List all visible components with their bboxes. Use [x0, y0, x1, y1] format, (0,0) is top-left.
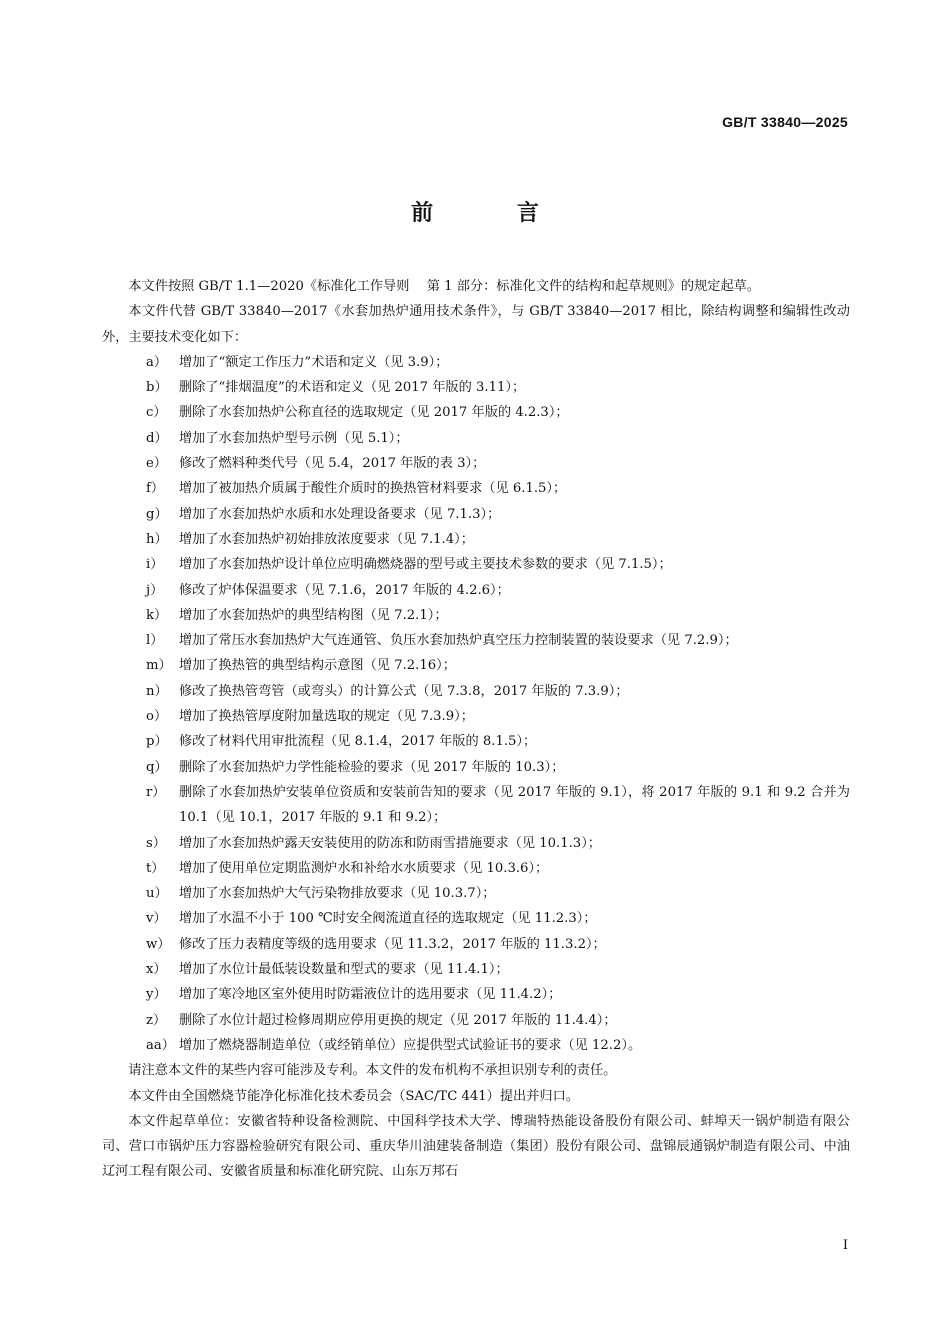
list-item-label: g）: [146, 506, 168, 522]
list-item: [102, 881, 850, 906]
list-item-label: w）: [146, 936, 171, 952]
list-item: [102, 679, 850, 704]
list-item: [102, 957, 850, 982]
list-item: [102, 603, 850, 628]
list-item-label: x）: [146, 962, 167, 978]
list-item-text: 增加了水温不小于 100 ℃时安全阀流道直径的选取规定（见 11.2.3）；: [179, 911, 597, 927]
list-item-text: 增加了水套加热炉露天安装使用的防冻和防雨雪措施要求（见 10.1.3）；: [179, 835, 601, 851]
list-item-text: 修改了材料代用审批流程（见 8.1.4，2017 年版的 8.1.5）；: [179, 734, 537, 750]
list-item-text: 修改了炉体保温要求（见 7.1.6，2017 年版的 4.2.6）；: [179, 582, 510, 598]
paragraph-committee: 本文件由全国燃烧节能净化标准化技术委员会（SAC/TC 441）提出并归口。: [128, 1088, 579, 1104]
list-item-label: d）: [146, 430, 168, 446]
list-item-text: 修改了压力表精度等级的选用要求（见 11.3.2，2017 年版的 11.3.2）；: [179, 936, 606, 952]
list-item-text: 删除了水套加热炉公称直径的选取规定（见 2017 年版的 4.2.3）；: [179, 405, 569, 421]
list-item: [102, 1008, 850, 1033]
list-item: [102, 982, 850, 1007]
list-item-text: 增加了水套加热炉设计单位应明确燃烧器的型号或主要技术参数的要求（见 7.1.5）；: [179, 557, 672, 573]
paragraph-drafting-units: 本文件起草单位：安徽省特种设备检测院、中国科学技术大学、博瑞特热能设备股份有限公司、蚌埠天一锅炉制造有限公司、营口市锅炉压力容器检验研究有限公司、重庆华川油建装备制造（集团）股份有限公司、盘锦辰通锅炉制造有限公司、中油辽河工程有限公司、安徽省质量和标准化研究院、山东万邦石: [102, 1113, 850, 1180]
list-item-label: a）: [146, 354, 168, 370]
list-item: [102, 426, 850, 451]
list-item-label: m）: [146, 658, 172, 674]
document-body: [102, 274, 850, 1185]
list-item-text: 增加了水位计最低装设数量和型式的要求（见 11.4.1）；: [179, 962, 509, 978]
list-item-label: h）: [146, 531, 168, 547]
list-item-text: 增加了被加热介质属于酸性介质时的换热管材料要求（见 6.1.5）；: [179, 481, 567, 497]
list-item: [102, 653, 850, 678]
list-item-text: 增加了“额定工作压力”术语和定义（见 3.9）；: [179, 354, 449, 370]
list-item: [102, 375, 850, 400]
paragraph-patent-notice: 请注意本文件的某些内容可能涉及专利。本文件的发布机构不承担识别专利的责任。: [128, 1063, 617, 1079]
list-item-label: aa）: [146, 1037, 175, 1053]
list-item: [102, 476, 850, 501]
list-item-label: n）: [146, 683, 168, 699]
list-item: [102, 1033, 850, 1058]
list-item-label: l）: [146, 633, 164, 649]
list-item-label: b）: [146, 380, 168, 396]
paragraph-drafting-rule: 本文件按照 GB/T 1.1—2020《标准化工作导则 第 1 部分：标准化文件的结构和起草规则》的规定起草。: [128, 279, 761, 294]
standard-code: GB/T 33840—2025: [722, 114, 848, 130]
list-item: [102, 755, 850, 780]
list-item-text: 增加了水套加热炉水质和水处理设备要求（见 7.1.3）；: [179, 506, 501, 522]
list-item: [102, 502, 850, 527]
list-item-text: 增加了燃烧器制造单位（或经销单位）应提供型式试验证书的要求（见 12.2）。: [179, 1037, 642, 1053]
list-item-text: 增加了水套加热炉大气污染物排放要求（见 10.3.7）；: [179, 886, 496, 902]
list-item-label: q）: [146, 759, 168, 775]
list-item-label: v）: [146, 911, 167, 927]
list-item-text: 增加了水套加热炉的典型结构图（见 7.2.1）；: [179, 607, 448, 623]
paragraph-replacement: 本文件代替 GB/T 33840—2017《水套加热炉通用技术条件》，与 GB/T 33840—2017 相比，除结构调整和编辑性改动外，主要技术变化如下：: [102, 304, 850, 345]
list-item-label: o）: [146, 709, 168, 725]
list-item: [102, 451, 850, 476]
list-item: [102, 578, 850, 603]
list-item-label: t）: [146, 860, 165, 876]
page-number: Ⅰ: [842, 1238, 848, 1253]
list-item-text: 修改了燃料种类代号（见 5.4，2017 年版的表 3）；: [179, 456, 486, 472]
list-item-label: k）: [146, 607, 168, 623]
list-item-text: 增加了水套加热炉初始排放浓度要求（见 7.1.4）；: [179, 531, 474, 547]
list-item-label: r）: [146, 784, 166, 800]
list-item: [102, 856, 850, 881]
list-item: [102, 831, 850, 856]
list-item: [102, 729, 850, 754]
list-item-text: 增加了寒冷地区室外使用时防霜液位计的选用要求（见 11.4.2）；: [179, 987, 562, 1003]
list-item: [102, 552, 850, 577]
list-item-text: 增加了换热管厚度附加量选取的规定（见 7.3.9）；: [179, 709, 474, 725]
list-item-text: 删除了水套加热炉安装单位资质和安装前告知的要求（见 2017 年版的 9.1），将 2017 年版的 9.1 和 9.2 合并为 10.1（见 10.1，2017 年版的 9.1 和 9.2）；: [179, 784, 850, 826]
list-item: [102, 780, 850, 831]
list-item-text: 增加了换热管的典型结构示意图（见 7.2.16）；: [179, 658, 456, 674]
list-item: [102, 906, 850, 931]
list-item-label: z）: [146, 1012, 167, 1028]
list-item-label: s）: [146, 835, 166, 851]
list-item-label: p）: [146, 734, 168, 750]
list-item: [102, 527, 850, 552]
list-item-label: y）: [146, 987, 167, 1003]
list-item-label: e）: [146, 456, 167, 472]
list-item: [102, 932, 850, 957]
list-item-text: 增加了使用单位定期监测炉水和补给水水质要求（见 10.3.6）；: [179, 860, 549, 876]
list-item: [102, 350, 850, 375]
page-title: 前 言: [411, 201, 577, 226]
list-item: [102, 400, 850, 425]
list-item-text: 删除了“排烟温度”的术语和定义（见 2017 年版的 3.11）；: [179, 380, 526, 396]
list-item-text: 删除了水位计超过检修周期应停用更换的规定（见 2017 年版的 11.4.4）；: [179, 1012, 617, 1028]
list-item-text: 修改了换热管弯管（或弯头）的计算公式（见 7.3.8，2017 年版的 7.3.9）；: [179, 683, 629, 699]
list-item-label: i）: [146, 557, 164, 573]
list-item-label: c）: [146, 405, 167, 421]
changes-list: [102, 350, 850, 1058]
list-item-text: 增加了水套加热炉型号示例（见 5.1）；: [179, 430, 409, 446]
list-item: [102, 704, 850, 729]
list-item-label: u）: [146, 886, 168, 902]
list-item-label: j）: [146, 582, 164, 598]
list-item-text: 增加了常压水套加热炉大气连通管、负压水套加热炉真空压力控制装置的装设要求（见 7.2.9）；: [179, 633, 738, 649]
list-item: [102, 628, 850, 653]
list-item-label: f）: [146, 481, 165, 497]
list-item-text: 删除了水套加热炉力学性能检验的要求（见 2017 年版的 10.3）；: [179, 759, 565, 775]
